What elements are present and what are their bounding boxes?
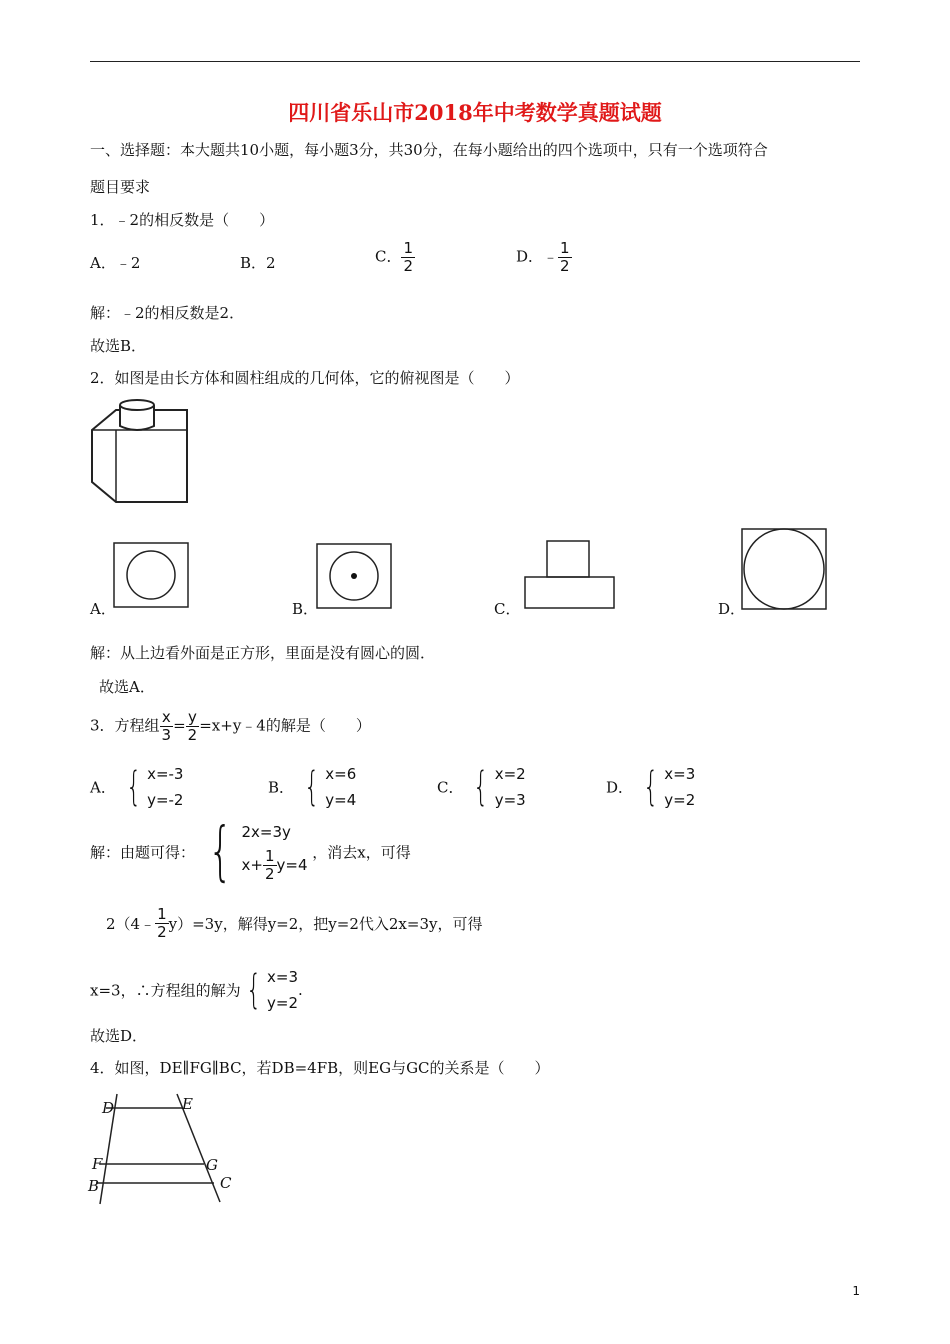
q1-answer: 故选B． [90,337,147,355]
q3-result-system [241,964,298,1016]
equation-row: y=2 [664,791,696,809]
q3-fraction-x [160,709,174,744]
q2-option-b-figure [316,543,392,609]
q3-option-b [268,761,356,813]
left-brace-icon: { [303,764,320,810]
q2-option-d-label: D． [718,600,746,618]
q2-option-c-label: C． [494,600,521,618]
fraction-numerator: 1 [560,239,570,257]
label-b: B [88,1177,100,1195]
q3-solution-line3 [90,964,303,1016]
q1-option-d-fraction [558,240,572,275]
q3-answer: 故选D． [90,1027,148,1045]
center-dot-icon [351,573,357,579]
left-brace-icon: { [207,815,233,889]
q3-option-b-label: B． [268,778,295,797]
q3-line2-prefix: 2（4﹣ [106,915,156,933]
equals-sign: = [173,716,186,735]
q3-option-a-system [121,761,184,813]
q3-option-d-label: D． [606,778,634,797]
cylinder-top [120,400,154,410]
equation-row: y=3 [494,791,526,809]
fraction-denominator: 2 [187,726,198,744]
label-d: D [102,1099,115,1117]
left-brace-icon: { [125,764,141,810]
q2-solution: 解：从上边看外面是正方形，里面是没有圆心的圆． [90,644,436,662]
left-brace-icon: { [642,764,659,810]
q3-line3-prefix: x=3，∴方程组的解为 [90,981,241,1000]
left-brace-icon: { [473,764,489,810]
q3-option-c [437,761,526,813]
q3-stem [90,709,371,744]
q4-parallel-lines-figure [86,1090,246,1208]
q2-stem: 2．如图是由长方体和圆柱组成的几何体，它的俯视图是（ ） [90,369,520,387]
q4-stem: 4．如图，DE∥FG∥BC，若DB=4FB，则EG与GC的关系是（ ） [90,1059,550,1077]
half-fraction [155,906,169,941]
q3-option-d [606,761,695,813]
label-e: E [182,1095,193,1113]
fraction-denominator: 3 [161,726,172,744]
q3-option-b-system [299,761,356,813]
fraction-denominator: 2 [560,257,570,275]
equation-row: x=6 [325,765,357,783]
q3-fraction-y [186,709,200,744]
term: y=4 [276,855,308,874]
q3-solution-prefix: 解：由题可得： [90,843,196,862]
q3-solution-system [200,815,308,889]
equation-row: y=2 [267,994,299,1012]
q2-option-b-label: B． [292,600,319,618]
half-fraction [263,848,277,883]
q3-option-c-system [468,761,525,813]
fraction-denominator: 2 [264,864,275,883]
q1-option-d [516,240,572,275]
fraction-denominator: 2 [403,257,414,275]
fraction-numerator: 1 [264,846,275,865]
term: x+ [241,855,263,874]
label-g: G [206,1156,218,1174]
section-heading-line2: 题目要求 [90,178,151,196]
q1-solution: 解：﹣2的相反数是2． [90,304,245,322]
q2-option-a-label: A． [90,600,116,618]
q1-option-b: B．2 [240,254,276,272]
equation-row: x=3 [267,968,299,986]
equation-row: y=-2 [147,791,184,809]
fraction-numerator: y [186,709,200,727]
q3-stem-prefix: 3．方程组 [90,716,160,735]
q1-option-a: A．﹣2 [90,254,141,272]
q2-solid-figure [90,398,192,506]
equation-row [242,848,308,883]
q1-option-d-label: D．﹣ [516,247,559,266]
header-rule [90,61,860,62]
fraction-denominator: 2 [157,923,167,941]
q3-solution-line2 [106,906,482,941]
q3-stem-suffix: =x+y﹣4的解是（ ） [199,716,371,735]
q2-option-c-figure [524,540,616,610]
circle-icon [744,529,824,609]
q1-option-c [375,240,415,275]
left-brace-icon: { [245,967,261,1013]
q3-line2-suffix: y）=3y，解得y=2，把y=2代入2x=3y，可得 [168,915,483,933]
q2-answer: 故选A． [99,678,155,696]
equation-row: 2x=3y [241,822,291,841]
q3-option-c-label: C． [437,778,464,797]
fraction-numerator: x [160,709,174,727]
section-heading-line1: 一、选择题：本大题共10小题，每小题3分，共30分，在每小题给出的四个选项中，只有一个选项符合 [90,141,768,159]
q3-option-a [90,761,183,813]
q3-option-a-label: A． [90,778,116,797]
fraction-numerator: 1 [157,905,167,923]
label-f: F [92,1155,103,1173]
q2-option-a-figure [113,542,189,608]
q3-line3-suffix: . [298,981,303,999]
label-c: C [220,1174,232,1192]
equation-row: y=4 [325,791,357,809]
equation-row: x=3 [664,765,696,783]
q3-option-d-system [638,761,695,813]
fraction-numerator: 1 [403,239,414,257]
q3-solution-suffix: ，消去x，可得 [312,843,411,862]
q1-option-c-fraction [401,240,415,275]
q1-stem: 1．﹣2的相反数是（ ） [90,211,275,229]
q3-solution-line1 [90,815,411,889]
equation-row: x=-3 [147,765,184,783]
q1-option-c-label: C． [375,247,402,266]
page-title: 四川省乐山市2018年中考数学真题试题 [288,100,662,125]
page-number: 1 [852,1284,860,1298]
q2-option-d-figure [741,528,827,610]
circle-icon [127,551,175,599]
equation-row: x=2 [494,765,526,783]
